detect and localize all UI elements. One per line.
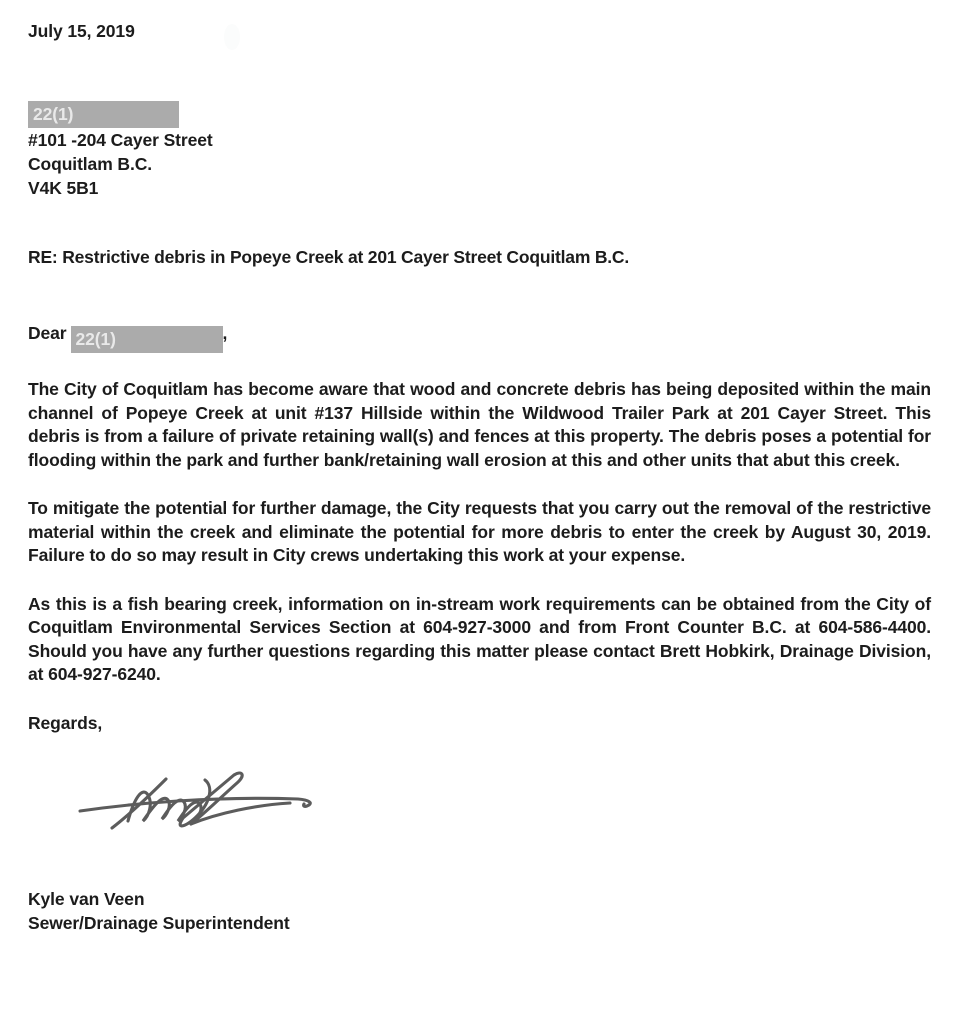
scan-artifact — [224, 24, 240, 50]
body-paragraph: As this is a fish bearing creek, information on in-stream work requirements can be obtained from the City of Coquitlam Environmental Services Section at 604-927-3000 and from Front Counter B.C. at 604-586-4400. Should you have any further questions regarding this matter please contact Brett Hobkirk, Drainage Division, at 604-927-6240. — [28, 593, 931, 684]
salutation-prefix: Dear — [28, 323, 67, 343]
redaction-code-label: 22(1) — [75, 329, 116, 349]
salutation-suffix: , — [222, 323, 228, 343]
signature-ink-strokes — [66, 753, 346, 845]
subject-line: RE: Restrictive debris in Popeye Creek at 201 Cayer Street Coquitlam B.C. — [28, 246, 630, 267]
recipient-address-line: Coquitlam B.C. — [28, 153, 153, 174]
sender-name: Kyle van Veen — [28, 889, 145, 909]
body-paragraph: To mitigate the potential for further damage, the City requests that you carry out the removal of the restrictive material within the creek and eliminate the potential for more debris to enter the creek by August 30, 2019. Failure to do so may result in City crews undertaking this work at your expense. — [28, 498, 931, 565]
redaction-box — [71, 326, 223, 353]
letter-date: July 15, 2019 — [28, 21, 135, 41]
recipient-address-line: #101 -204 Cayer Street — [28, 129, 213, 150]
salutation — [28, 319, 930, 353]
handwritten-signature — [66, 753, 346, 845]
redaction-box — [28, 101, 179, 128]
redaction-code-label: 22(1) — [33, 103, 74, 124]
recipient-address-block — [28, 101, 930, 200]
body-paragraph: The City of Coquitlam has become aware that wood and concrete debris has being deposited within the main channel of Popeye Creek at unit #137 Hillside within the Wildwood Trailer Park at 201 Cayer Street. This debris is from a failure of private retaining wall(s) and fences at this property. The debris poses a potential for flooding within the park and further bank/retaining wall erosion at this and other units that abut this creek. — [28, 379, 931, 470]
recipient-address-line: V4K 5B1 — [28, 177, 99, 198]
sender-title: Sewer/Drainage Superintendent — [28, 913, 290, 933]
sender-block — [28, 887, 930, 935]
closing: Regards, — [28, 712, 103, 733]
